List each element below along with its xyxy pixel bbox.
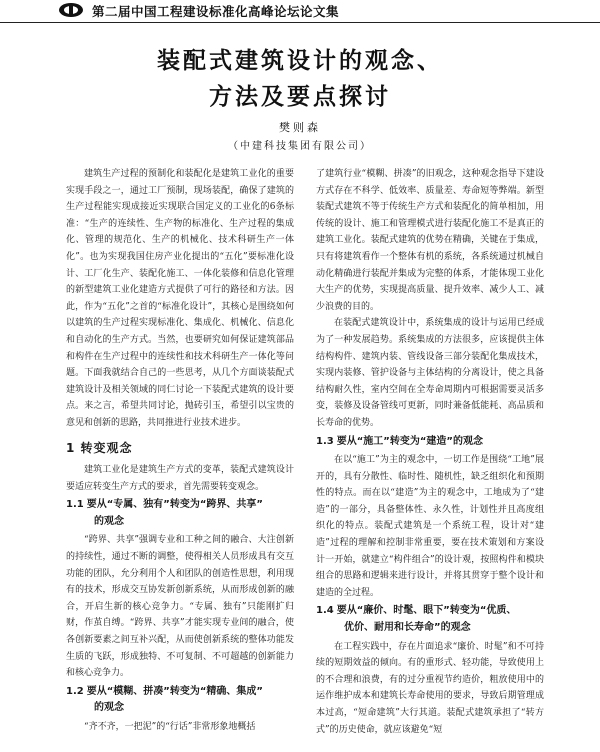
article-title-line2: 方法及要点探讨: [209, 84, 391, 110]
continued-paragraph: 了建筑行业“模糊、拼凑”的旧观念，这种观念指导下建设方式存在不科学、低效率、质量差、寿命短等弊端。新型装配式建筑不等于传统生产方式和装配化的简单相加，用传统的设计、施工和管理模式进行装配化施工不是真正的建筑工业化。装配式建筑的优势在精确，关键在于集成，只有将建筑看作一个整体有机的系统，各系统通过机械自动化精确进行装配并集成为完整的体系，才能体现工业化大生产的优势，实现提高质量、提升效率、减少人工、减少浪费的目的。: [316, 169, 544, 312]
subsection-1-4-heading: [316, 603, 544, 636]
author-affiliation: （中建科技集团有限公司）: [228, 141, 372, 152]
series-title: 第二届中国工程建设标准化高峰论坛论文集: [92, 4, 340, 19]
subsection-number: 1.3: [316, 435, 334, 447]
right-column: [316, 166, 544, 746]
article-title-line1: 装配式建筑设计的观念、: [157, 48, 443, 74]
subsection-1-1-heading: [66, 497, 294, 530]
subsection-title: 要从“廉价、时髦、眼下”转变为“优质、: [336, 605, 517, 617]
subsection-1-1-paragraph: “跨界、共享”强调专业和工种之间的融合、大注创新的持续性，通过不断的调整，使得相关人员形成具有交互功能的团队，允分利用个人和团队的创造性思想，利用现有的技术，形成交互协发新创新系统，从而形成创新的融合，开启生新的核心竞争力。“专属、独有”只能刚扩归财，作茧自缚。“跨界、共享”才能实现专业间的融合，使各创新要素之间互补兴配，从而使创新系统的整体功能发生质的飞跃，形成独特、不可复制、不可超越的创新能力和核心竞争力。: [66, 535, 294, 679]
subsection-1-3-heading: [316, 434, 544, 451]
subsection-title: 要从“专属、独有”转变为“跨界、共享”: [86, 499, 264, 511]
subsection-title-cont: 的观念: [94, 515, 124, 527]
subsection-1-2-heading: [66, 684, 294, 717]
subsection-title: 要从“施工”转变为“建造”的观念: [336, 435, 484, 447]
subsection-1-3-paragraph: 在以“施工”为主的观念中，一切工作是围绕“工地”展开的，具有分散性、临时性、随机性，缺乏组织化和预期性的特点。而在以“建造”为主的观念中，工地成为了“建造”的一部分，具备整体性、永久性，计划性并且高度组织化的特点。装配式建筑是一个系统工程，设计对“建造”过程的理解和控制非常重要，要在技术策划和方案设计一开始，就建立“构件组合”的设计观，按照构件和模块组合的思路和逻辑来进行设计，并将其贯穿于整个设计和建造的全过程。: [316, 455, 544, 598]
subsection-number: 1.2: [66, 685, 84, 697]
system-integration-paragraph: 在装配式建筑设计中，系统集成的设计与运用已经成为了一种发展趋势。系统集成的方法很多，应该提供主体结构构件、建筑内装、管线设备三部分装配化集成技术，实现内装修、管护设备与主体结构的分离设计，使之具备结构耐久性，室内空间在全寿命周期内可根据需要灵活多变，装修及设备管线可更新，同时兼备低能耗、高品质和长寿命的优势。: [316, 318, 544, 428]
section-1-heading: 1 转变观念: [66, 440, 133, 455]
subsection-1-2-paragraph: “齐不齐，一把泥”的“行话”非常形象地概括: [84, 722, 256, 732]
left-column: [66, 166, 294, 746]
subsection-number: 1.1: [66, 499, 84, 511]
page-header: [0, 0, 600, 23]
subsection-number: 1.4: [316, 605, 334, 617]
intro-paragraph: 建筑生产过程的预制化和装配化是建筑工业化的重要实现手段之一，通过工厂预制，现场装配，确保了建筑的生产过程能实现成接近实现联合国定义的工业化的6条标准：“生产的连续性、生产物的标准化、生产过程的集成化、管理的规范化、生产的机械化、技术科研生产一体化”。也为实现我国住房产业化提出的“五化”要标准化设计、工厂化生产、装配化施工、一体化装修和信息化管理的新型建筑工业化建造方式提供了可行的路径和方法。因此，作为“五化”之首的“标准化设计”，其核心是围绕如何以建筑的生产过程实现标准化、集成化、机械化、信息化和自动化的生产方式。当然，也要研究如何保证建筑部品和构件在生产过程中的连续性和技术科研生产一体化等问题。下面我就结合自己的一些思考，从几个方面谈装配式建筑设计及相关领域的同仁讨论一下装配式建筑的设计要点。来之言，希望共同讨论，抛砖引玉，希望引以宝贵的意见和创新的思路，共同推进行业技术进步。: [66, 169, 294, 428]
subsection-title: 要从“模糊、拼凑”转变为“精确、集成”: [86, 685, 264, 697]
subsection-1-4-paragraph: 在工程实践中，存在片面追求“廉价、时髦”和不可持续的短期效益的倾向。有的重形式、轻功能，导致使用上的不合理和浪费，有的过分重视节约造价，粗放使用中的运作维护成本和建筑长寿命使用的要求，导致后期管理成本过高，“短命建筑”大行其道。装配式建筑承担了“转方式”的历史使命，就应该避免“短: [316, 641, 544, 735]
section-1-paragraph: 建筑工业化是建筑生产方式的变革，装配式建筑设计要适应转变生产方式的要求，首先需要转变观念。: [66, 465, 294, 492]
subsection-title-cont: 的观念: [94, 702, 124, 714]
subsection-title-cont: 优价、耐用和长寿命”的观念: [344, 622, 471, 634]
conference-logo-icon: [58, 2, 84, 18]
author-name: 樊则森: [279, 121, 321, 134]
